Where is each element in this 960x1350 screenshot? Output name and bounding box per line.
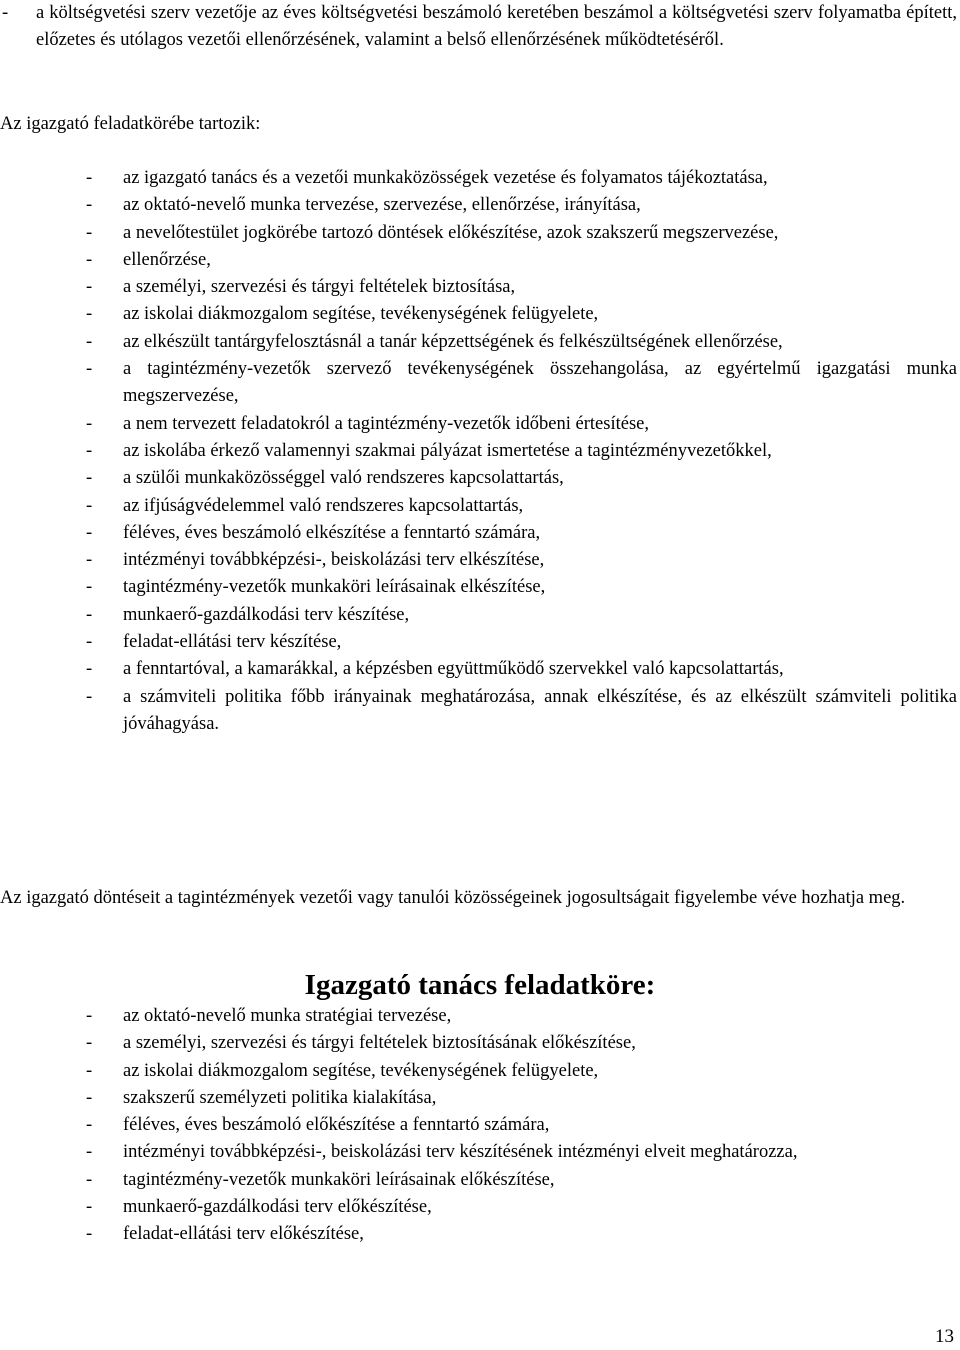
list-dash: - bbox=[86, 1224, 93, 1245]
list-dash: - bbox=[86, 550, 93, 571]
list-item bbox=[0, 1003, 960, 1030]
list-item bbox=[0, 520, 960, 547]
list-item-text: az ifjúságvédelemmel való rendszeres kapcsolattartás, bbox=[123, 495, 524, 516]
list-item bbox=[0, 356, 960, 411]
list-item bbox=[0, 465, 960, 492]
list-item bbox=[0, 0, 957, 55]
list-item-text: az iskolai diákmozgalom segítése, tevékenységének felügyelete, bbox=[123, 1060, 599, 1081]
list-dash: - bbox=[86, 195, 93, 216]
list-dash: - bbox=[86, 1087, 93, 1108]
list-dash: - bbox=[86, 1006, 93, 1026]
list-dash: - bbox=[2, 3, 9, 23]
list-item-text: feladat-ellátási terv készítése, bbox=[123, 632, 342, 653]
list-item-text: ellenőrzése, bbox=[123, 249, 211, 270]
list-item bbox=[0, 656, 960, 683]
list-item bbox=[0, 247, 960, 274]
list-item-text: a fenntartóval, a kamarákkal, a képzésben együttműködő szervekkel való kapcsolattartás, bbox=[123, 659, 784, 680]
list-item bbox=[0, 274, 960, 301]
list-item-text: a nem tervezett feladatokról a tagintézmény-vezetők időbeni értesítése, bbox=[123, 413, 649, 434]
list-item-text: az oktató-nevelő munka tervezése, szervezése, ellenőrzése, irányítása, bbox=[123, 195, 641, 216]
list-item bbox=[0, 684, 960, 739]
list-item-text: munkaerő-gazdálkodási terv készítése, bbox=[123, 604, 410, 625]
list-item-text: az iskolába érkező valamennyi szakmai pályázat ismertetése a tagintézményvezetőkkel, bbox=[123, 440, 772, 461]
list-dash: - bbox=[86, 632, 93, 653]
list-item bbox=[0, 1112, 960, 1139]
list-item bbox=[0, 1221, 960, 1248]
list-item-text: féléves, éves beszámoló elkészítése a fenntartó számára, bbox=[123, 522, 541, 543]
board-duties-list bbox=[0, 1003, 960, 1249]
list-item bbox=[0, 1030, 960, 1057]
list-dash: - bbox=[86, 222, 93, 243]
list-dash: - bbox=[86, 659, 93, 680]
list-dash: - bbox=[86, 304, 93, 325]
list-item bbox=[0, 301, 960, 328]
list-item bbox=[0, 438, 960, 465]
page-number: 13 bbox=[935, 1326, 954, 1347]
list-item bbox=[0, 1085, 960, 1112]
list-item-text: feladat-ellátási terv előkészítése, bbox=[123, 1224, 364, 1245]
list-item bbox=[0, 220, 960, 247]
list-dash: - bbox=[86, 495, 93, 516]
list-item-text: a költségvetési szerv vezetője az éves költségvetési beszámoló keretében beszámol a költségvetési szerv folyamatba épített, előzetes és utólagos vezetői ellenőrzésének, valamint a belső ellenőrzésének működtetéséről. bbox=[36, 3, 957, 51]
list-item-text: szakszerű személyzeti politika kialakítása, bbox=[123, 1087, 437, 1108]
list-item-text: a személyi, szervezési és tárgyi feltételek biztosításának előkészítése, bbox=[123, 1033, 636, 1054]
list-item bbox=[0, 574, 960, 601]
list-dash: - bbox=[86, 1197, 93, 1218]
list-item-text: intézményi továbbképzési-, beiskolázási terv elkészítése, bbox=[123, 550, 545, 571]
list-item-text: a számviteli politika főbb irányainak meghatározása, annak elkészítése, és az elkészült számviteli politika jóváhagyása. bbox=[123, 686, 957, 734]
list-item-text: tagintézmény-vezetők munkaköri leírásainak előkészítése, bbox=[123, 1169, 555, 1190]
list-item-text: tagintézmény-vezetők munkaköri leírásainak elkészítése, bbox=[123, 577, 546, 598]
list-dash: - bbox=[86, 577, 93, 598]
list-dash: - bbox=[86, 686, 93, 707]
list-dash: - bbox=[86, 468, 93, 489]
list-dash: - bbox=[86, 440, 93, 461]
list-dash: - bbox=[86, 359, 93, 380]
section-lead: Az igazgató feladatkörébe tartozik: bbox=[0, 114, 261, 134]
list-item bbox=[0, 1167, 960, 1194]
list-dash: - bbox=[86, 1142, 93, 1163]
list-item-text: intézményi továbbképzési-, beiskolázási terv készítésének intézményi elveit meghatározza, bbox=[123, 1142, 798, 1163]
duties-list bbox=[0, 165, 960, 738]
list-item bbox=[0, 165, 960, 192]
list-item-text: az igazgató tanács és a vezetői munkaközösségek vezetése és folyamatos tájékoztatása, bbox=[123, 168, 768, 188]
list-dash: - bbox=[86, 604, 93, 625]
list-item-text: féléves, éves beszámoló előkészítése a fenntartó számára, bbox=[123, 1115, 550, 1136]
list-item bbox=[0, 1194, 960, 1221]
list-dash: - bbox=[86, 1033, 93, 1054]
list-dash: - bbox=[86, 168, 93, 188]
list-dash: - bbox=[86, 249, 93, 270]
list-item bbox=[0, 192, 960, 219]
list-item-text: az elkészült tantárgyfelosztásnál a tanár képzettségének és felkészültségének ellenőrzése, bbox=[123, 331, 783, 352]
list-item-text: a személyi, szervezési és tárgyi feltételek biztosítása, bbox=[123, 277, 516, 298]
list-item-text: a nevelőtestület jogkörébe tartozó döntések előkészítése, azok szakszerű megszervezése, bbox=[123, 222, 779, 243]
closing-paragraph: Az igazgató döntéseit a tagintézmények vezetői vagy tanulói közösségeinek jogosultságait figyelembe véve hozhatja meg. bbox=[0, 888, 906, 908]
list-item-text: a szülői munkaközösséggel való rendszeres kapcsolattartás, bbox=[123, 468, 564, 489]
list-item-text: a tagintézmény-vezetők szervező tevékenységének összehangolása, az egyértelmű igazgatási munka megszervezése, bbox=[123, 359, 957, 407]
section-heading: Igazgató tanács feladatköre: bbox=[304, 969, 656, 1001]
list-item bbox=[0, 629, 960, 656]
list-dash: - bbox=[86, 413, 93, 434]
list-item bbox=[0, 547, 960, 574]
list-item bbox=[0, 602, 960, 629]
list-item bbox=[0, 411, 960, 438]
list-item bbox=[0, 329, 960, 356]
list-dash: - bbox=[86, 331, 93, 352]
list-item-text: munkaerő-gazdálkodási terv előkészítése, bbox=[123, 1197, 432, 1218]
list-item bbox=[0, 1058, 960, 1085]
list-item bbox=[0, 1139, 960, 1166]
list-dash: - bbox=[86, 1115, 93, 1136]
list-item bbox=[0, 493, 960, 520]
list-dash: - bbox=[86, 522, 93, 543]
list-dash: - bbox=[86, 1060, 93, 1081]
list-dash: - bbox=[86, 1169, 93, 1190]
list-item-text: az iskolai diákmozgalom segítése, tevékenységének felügyelete, bbox=[123, 304, 599, 325]
list-item-text: az oktató-nevelő munka stratégiai tervezése, bbox=[123, 1006, 452, 1026]
list-dash: - bbox=[86, 277, 93, 298]
